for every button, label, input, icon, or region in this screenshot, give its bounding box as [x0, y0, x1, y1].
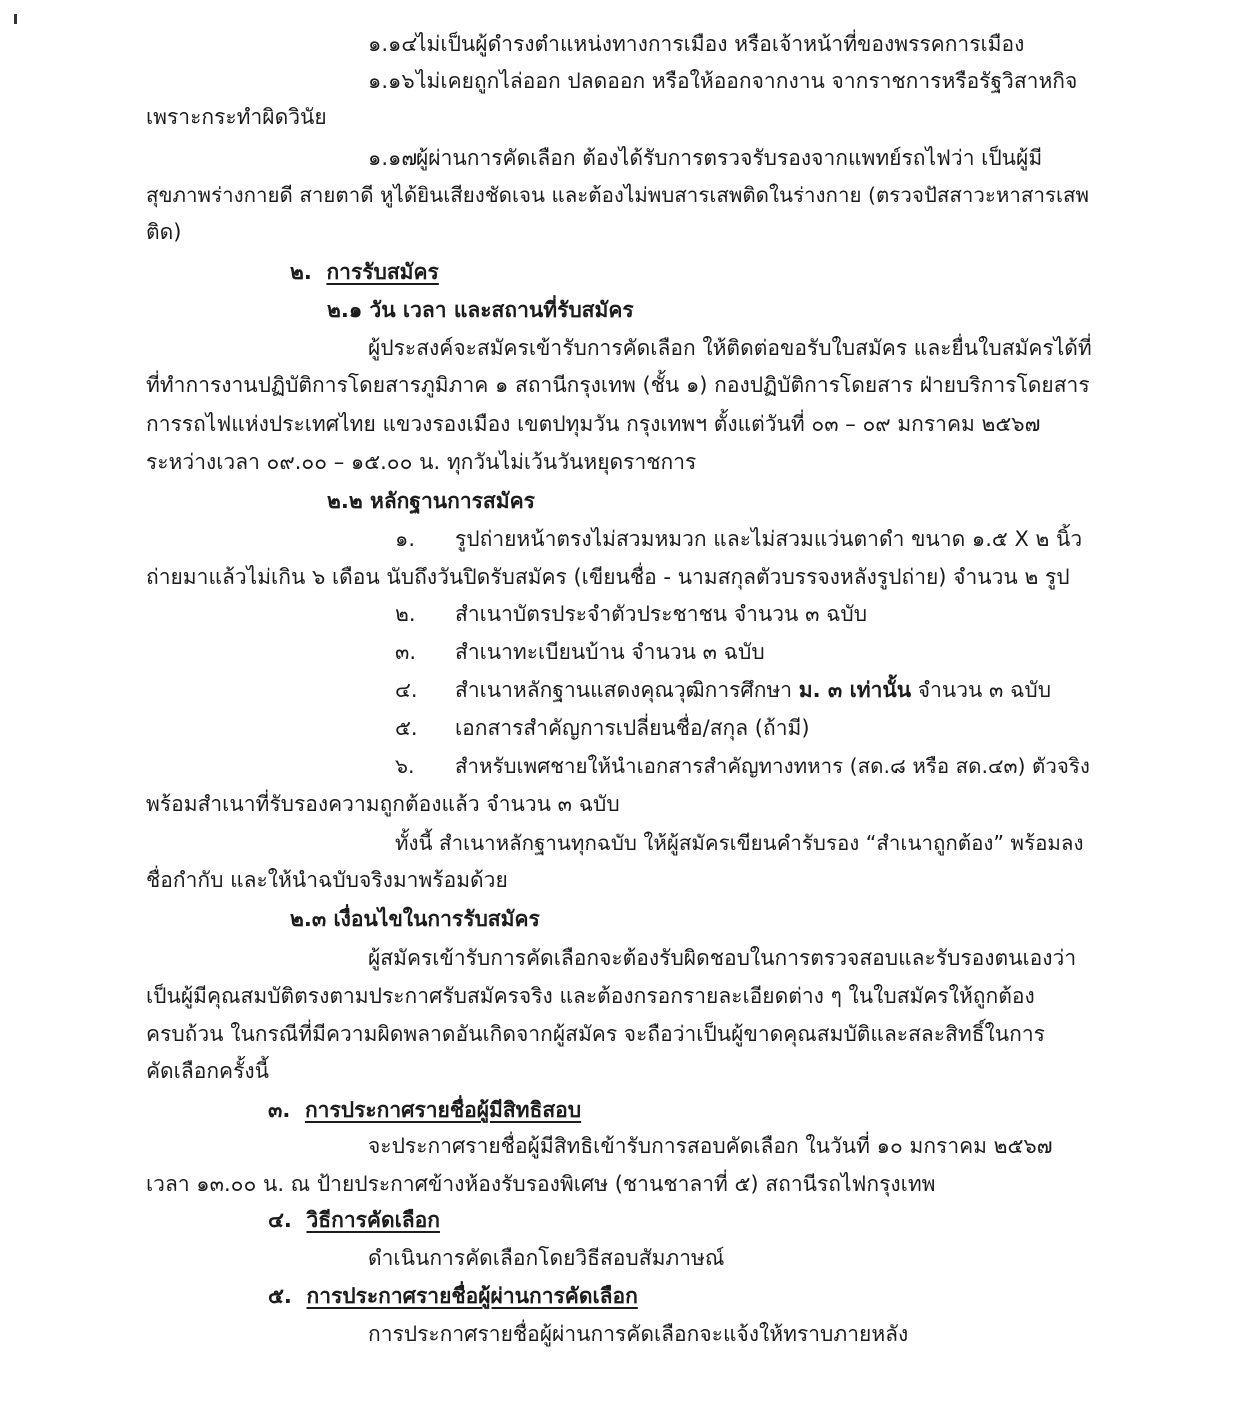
subsection-2-3-line: คัดเลือกครั้งนี้ [146, 1059, 269, 1083]
subsection-2-2-heading: ๒.๒ หลักฐานการสมัคร [327, 489, 535, 513]
section-3-line: เวลา ๑๓.๐๐ น. ณ ป้ายประกาศข้างห้องรับรองพิเศษ (ชานชาลาที่ ๕) สถานีรถไฟกรุงเทพ [146, 1172, 936, 1196]
subsection-2-1-heading: ๒.๑ วัน เวลา และสถานที่รับสมัคร [327, 298, 634, 322]
item-1-17-cont: สุขภาพร่างกายดี สายตาดี หูได้ยินเสียงชัดเจน และต้องไม่พบสารเสพติดในร่างกาย (ตรวจปัสสาวะหาสารเสพ [146, 183, 1089, 207]
item-1-16-cont: เพราะกระทำผิดวินัย [146, 105, 327, 129]
subsection-2-1-line: ที่ทำการงานปฏิบัติการโดยสารภูมิภาค ๑ สถานีกรุงเทพ (ชั้น ๑) กองปฏิบัติการโดยสาร ฝ่ายบริการโดยสาร [146, 373, 1090, 397]
section-5-heading [268, 1282, 638, 1310]
section-number: ๔. [268, 1208, 292, 1232]
item-text: เอกสารสำคัญการเปลี่ยนชื่อ/สกุล (ถ้ามี) [455, 716, 810, 740]
section-number: ๕. [268, 1284, 292, 1308]
item-text: ไม่เป็นผู้ดำรงตำแหน่งทางการเมือง หรือเจ้าหน้าที่ของพรรคการเมือง [416, 32, 1025, 56]
section-3-line: จะประกาศรายชื่อผู้มีสิทธิเข้ารับการสอบคัดเลือก ในวันที่ ๑๐ มกราคม ๒๕๖๗ [368, 1134, 1053, 1158]
evidence-note-cont: ชื่อกำกับ และให้นำฉบับจริงมาพร้อมด้วย [146, 868, 508, 892]
subsection-2-3-line: ผู้สมัครเข้ารับการคัดเลือกจะต้องรับผิดชอบในการตรวจสอบและรับรองตนเองว่า [368, 946, 1077, 970]
evidence-item-cont: พร้อมสำเนาที่รับรองความถูกต้องแล้ว จำนวน ๓ ฉบับ [146, 792, 620, 816]
section-2-heading [290, 258, 439, 286]
item-number: ๑.๑๔ [368, 32, 418, 56]
subsection-2-3-heading: ๒.๓ เงื่อนไขในการรับสมัคร [290, 907, 540, 931]
item-number: ๒. [395, 602, 416, 626]
item-number: ๑. [395, 527, 416, 551]
item-text: สำเนาหลักฐานแสดงคุณวุฒิการศึกษา [455, 678, 799, 702]
item-text: จำนวน ๓ ฉบับ [911, 678, 1052, 702]
evidence-item [395, 600, 867, 628]
item-1-17-cont2: ติด) [146, 220, 182, 244]
item-text: รูปถ่ายหน้าตรงไม่สวมหมวก และไม่สวมแว่นตาดำ ขนาด ๑.๕ X ๒ นิ้ว [455, 527, 1083, 551]
subsection-2-1-line: การรถไฟแห่งประเทศไทย แขวงรองเมือง เขตปทุมวัน กรุงเทพฯ ตั้งแต่วันที่ ๐๓ – ๐๙ มกราคม ๒๕๖๗ [146, 412, 1041, 436]
subsection-2-3-line: เป็นผู้มีคุณสมบัติตรงตามประกาศรับสมัครจริง และต้องกรอกรายละเอียดต่าง ๆ ในใบสมัครให้ถูกต้อง [146, 984, 1035, 1008]
item-text: สำหรับเพศชายให้นำเอกสารสำคัญทางทหาร (สด.๘ หรือ สด.๔๓) ตัวจริง [455, 754, 1090, 778]
section-4-text: ดำเนินการคัดเลือกโดยวิธีสอบสัมภาษณ์ [368, 1246, 725, 1270]
evidence-item-cont: ถ่ายมาแล้วไม่เกิน ๖ เดือน นับถึงวันปิดรับสมัคร (เขียนชื่อ - นามสกุลตัวบรรจงหลังรูปถ่าย) จำนวน ๒ รูป [146, 565, 1070, 589]
evidence-note: ทั้งนี้ สำเนาหลักฐานทุกฉบับ ให้ผู้สมัครเขียนคำรับรอง “สำเนาถูกต้อง” พร้อมลง [395, 831, 1084, 855]
item-text: สำเนาบัตรประจำตัวประชาชน จำนวน ๓ ฉบับ [455, 602, 868, 626]
section-title: วิธีการคัดเลือก [306, 1208, 440, 1232]
item-number: ๔. [395, 678, 418, 702]
section-title: การประกาศรายชื่อผู้ผ่านการคัดเลือก [306, 1284, 638, 1308]
evidence-item [395, 638, 765, 666]
evidence-item [395, 525, 1082, 553]
item-1-17 [368, 144, 1042, 172]
section-number: ๒. [290, 260, 312, 284]
subsection-2-1-line: ระหว่างเวลา ๐๙.๐๐ – ๑๕.๐๐ น. ทุกวันไม่เว้นวันหยุดราชการ [146, 450, 697, 474]
item-1-14 [368, 30, 1024, 58]
item-text: ไม่เคยถูกไล่ออก ปลดออก หรือให้ออกจากงาน จากราชการหรือรัฐวิสาหกิจ [416, 69, 1078, 93]
evidence-item [395, 752, 1090, 780]
section-title: การรับสมัคร [326, 260, 439, 284]
item-number: ๕. [395, 716, 418, 740]
section-title: การประกาศรายชื่อผู้มีสิทธิสอบ [304, 1098, 582, 1122]
item-1-16 [368, 67, 1077, 95]
scan-mark [14, 14, 17, 24]
item-number: ๓. [395, 640, 417, 664]
section-4-heading [268, 1206, 440, 1234]
item-text: สำเนาทะเบียนบ้าน จำนวน ๓ ฉบับ [455, 640, 765, 664]
item-number: ๖. [395, 754, 415, 778]
section-3-heading [268, 1096, 581, 1124]
evidence-item [395, 714, 810, 742]
item-number: ๑.๑๖ [368, 69, 415, 93]
item-text: ผู้ผ่านการคัดเลือก ต้องได้รับการตรวจรับรองจากแพทย์รถไฟว่า เป็นผู้มี [416, 146, 1043, 170]
subsection-2-1-line: ผู้ประสงค์จะสมัครเข้ารับการคัดเลือก ให้ติดต่อขอรับใบสมัคร และยื่นใบสมัครได้ที่ [368, 336, 1092, 360]
section-number: ๓. [268, 1098, 291, 1122]
item-number: ๑.๑๗ [368, 146, 418, 170]
evidence-item [395, 676, 1051, 704]
subsection-2-3-line: ครบถ้วน ในกรณีที่มีความผิดพลาดอันเกิดจากผู้สมัคร จะถือว่าเป็นผู้ขาดคุณสมบัติและสละสิทธิ์ในการ [146, 1022, 1045, 1046]
item-text-bold: ม. ๓ เท่านั้น [798, 678, 912, 702]
section-5-text: การประกาศรายชื่อผู้ผ่านการคัดเลือกจะแจ้งให้ทราบภายหลัง [368, 1322, 909, 1346]
